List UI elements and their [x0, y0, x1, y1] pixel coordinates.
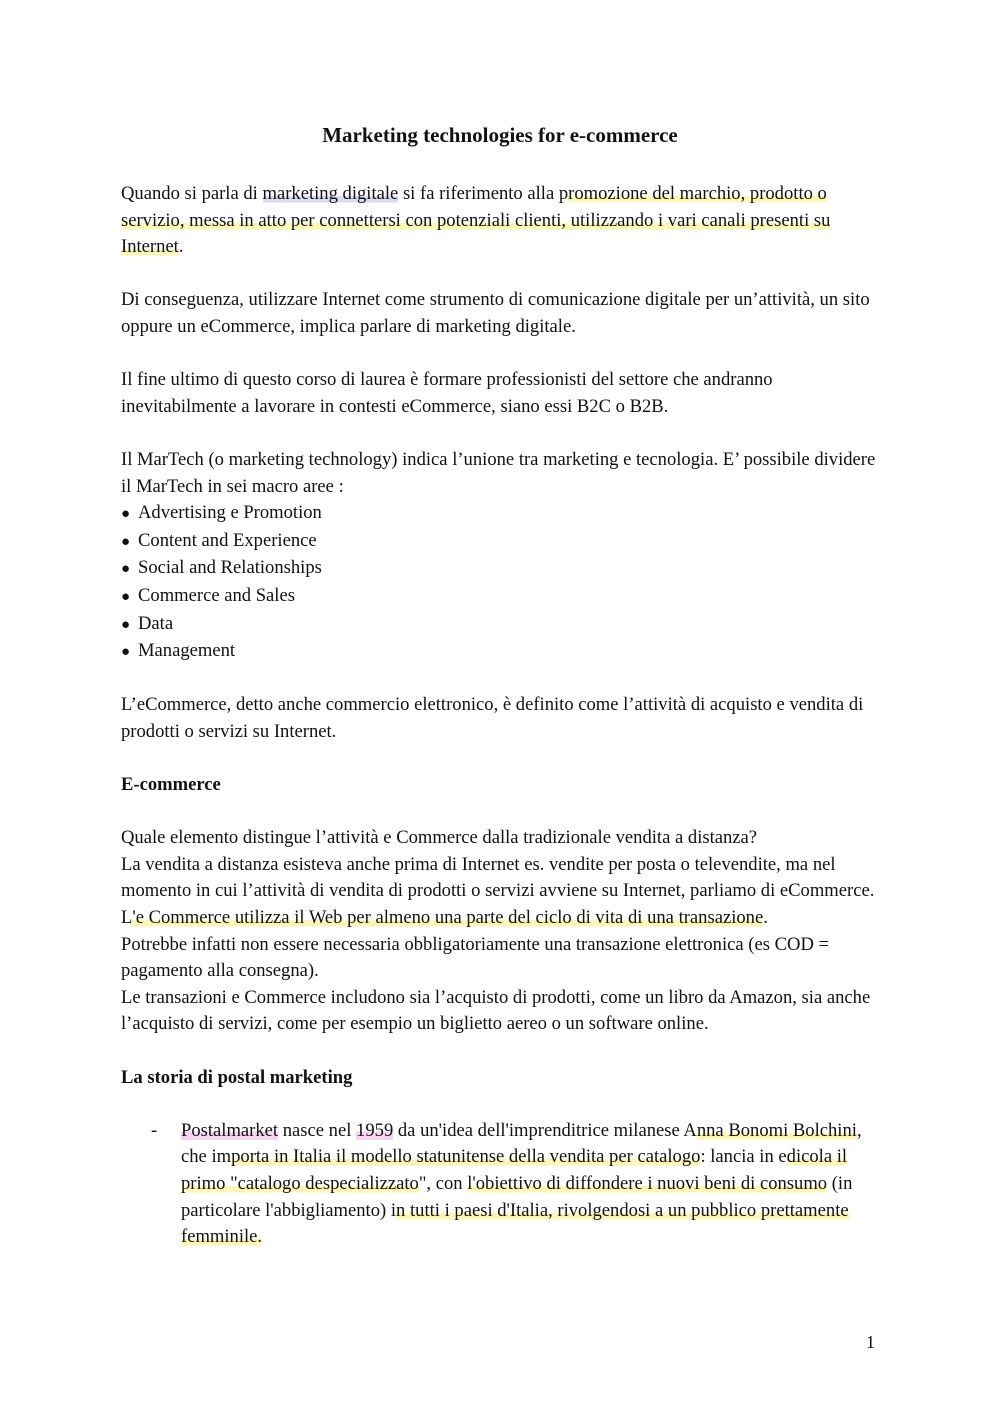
section-heading-ecommerce: E-commerce	[121, 774, 221, 796]
bullet-icon: ●	[121, 506, 131, 523]
ecommerce-definition: L’eCommerce, detto anche commercio elettronico, è definito come l’attività di acquisto e vendita di prodotti o servizi su Internet.	[121, 694, 864, 742]
list-item	[121, 611, 881, 639]
list-item	[121, 555, 881, 583]
ecommerce-line-1: La vendita a distanza esisteva anche prima di Internet es. vendite per posta o televendite, ma nel momento in cui l’attività di vendita di prodotti o servizi avviene su Internet, parliamo di eCommerce.	[121, 853, 875, 902]
list-item-label: Management	[138, 640, 236, 662]
highlight-yellow: dicola il primo "catalogo despecializzato	[181, 1146, 848, 1194]
ecommerce-line-4: Le transazioni e Commerce includono sia l’acquisto di prodotti, come un libro da Amazon, sia anche l’acquisto di servizi, come per esempio un biglietto aereo o un software online.	[121, 986, 871, 1035]
list-item-label: Data	[138, 612, 174, 634]
ecommerce-line-3: Potrebbe infatti non essere necessaria obbligatoriamente una transazione elettronica (es COD = pagamento alla consegna).	[121, 933, 830, 982]
bullet-icon: ●	[121, 561, 131, 578]
bullet-icon: ●	[121, 616, 131, 633]
highlight-yellow: romozione del marchio, prodotto o servizio, messa in atto per connettersi con potenziali clienti, utilizzando i vari canali presenti su Internet	[121, 183, 831, 258]
highlight-yellow: n tutti i paesi d'Italia, rivolgendosi a un pubblico prettamente femminile.	[181, 1199, 849, 1248]
list-item-label: Content and Experience	[138, 529, 317, 551]
intro-paragraph-3: Il fine ultimo di questo corso di laurea è formare professionisti del settore che andranno inevitabilmente a lavorare in contesti eCommerce, siano essi B2C o B2B.	[121, 369, 773, 417]
bullet-icon: ●	[121, 533, 131, 550]
postal-history-list	[121, 1118, 881, 1251]
highlight-pink: 1959	[356, 1119, 394, 1141]
bullet-icon: ●	[121, 588, 131, 605]
text-run: L	[121, 907, 133, 929]
ecommerce-question: Quale elemento distingue l’attività e Commerce dalla tradizionale vendita a distanza?	[121, 827, 758, 849]
text-run: (in particolare l'abbigliamento) i	[181, 1172, 853, 1221]
text-run: : lancia in e	[700, 1146, 787, 1168]
highlight-yellow: l'obiettivo di diffondere i nuovi beni di consumo	[467, 1172, 828, 1194]
section-heading-postal: La storia di postal marketing	[121, 1066, 353, 1088]
list-item	[121, 638, 881, 666]
highlight-yellow: 'e Commerce utilizza il Web per almeno una parte del ciclo di vita di una transazione	[132, 907, 764, 929]
martech-paragraph: Il MarTech (o marketing technology) indica l’unione tra marketing e tecnologia. E’ possibile dividere il MarTech in sei macro aree :	[121, 448, 876, 497]
highlight-yellow: nna Bonomi Bolchini	[696, 1119, 857, 1141]
text-run: .	[178, 236, 184, 258]
ecommerce-line-2	[121, 905, 881, 932]
list-item	[121, 583, 881, 611]
text-run: da un'idea dell'imprenditrice milanese A	[393, 1119, 697, 1141]
highlight-yellow: porta in Italia il modello statunitense della vendita per catalogo	[231, 1146, 701, 1168]
text-run: ", con	[418, 1172, 468, 1194]
text-run: , che im	[181, 1119, 862, 1168]
document-title: Marketing technologies for e-commerce	[322, 123, 678, 147]
list-item-label: Social and Relationships	[138, 557, 322, 579]
bullet-icon: ●	[121, 644, 131, 661]
document-body	[121, 181, 881, 1251]
list-item-label: Advertising e Promotion	[138, 502, 322, 524]
text-run: si fa riferimento alla p	[398, 183, 569, 204]
dash-bullet: -	[151, 1119, 158, 1141]
martech-areas-list	[121, 500, 881, 666]
list-item	[121, 528, 881, 556]
list-item	[121, 1118, 881, 1251]
text-run: nasce nel	[278, 1119, 357, 1141]
list-item-label: Commerce and Sales	[138, 584, 295, 606]
text-run: .	[763, 907, 768, 929]
page-number: 1	[866, 1332, 875, 1352]
text-run: Quando si parla di	[121, 183, 263, 204]
highlight-pink: Postalmarket	[181, 1119, 279, 1141]
highlight-blue: marketing digitale	[262, 183, 399, 204]
intro-paragraph-1	[121, 181, 881, 261]
intro-paragraph-2: Di conseguenza, utilizzare Internet come strumento di comunicazione digitale per un’attività, un sito oppure un eCommerce, implica parlare di marketing digitale.	[121, 289, 870, 337]
list-item	[121, 500, 881, 528]
